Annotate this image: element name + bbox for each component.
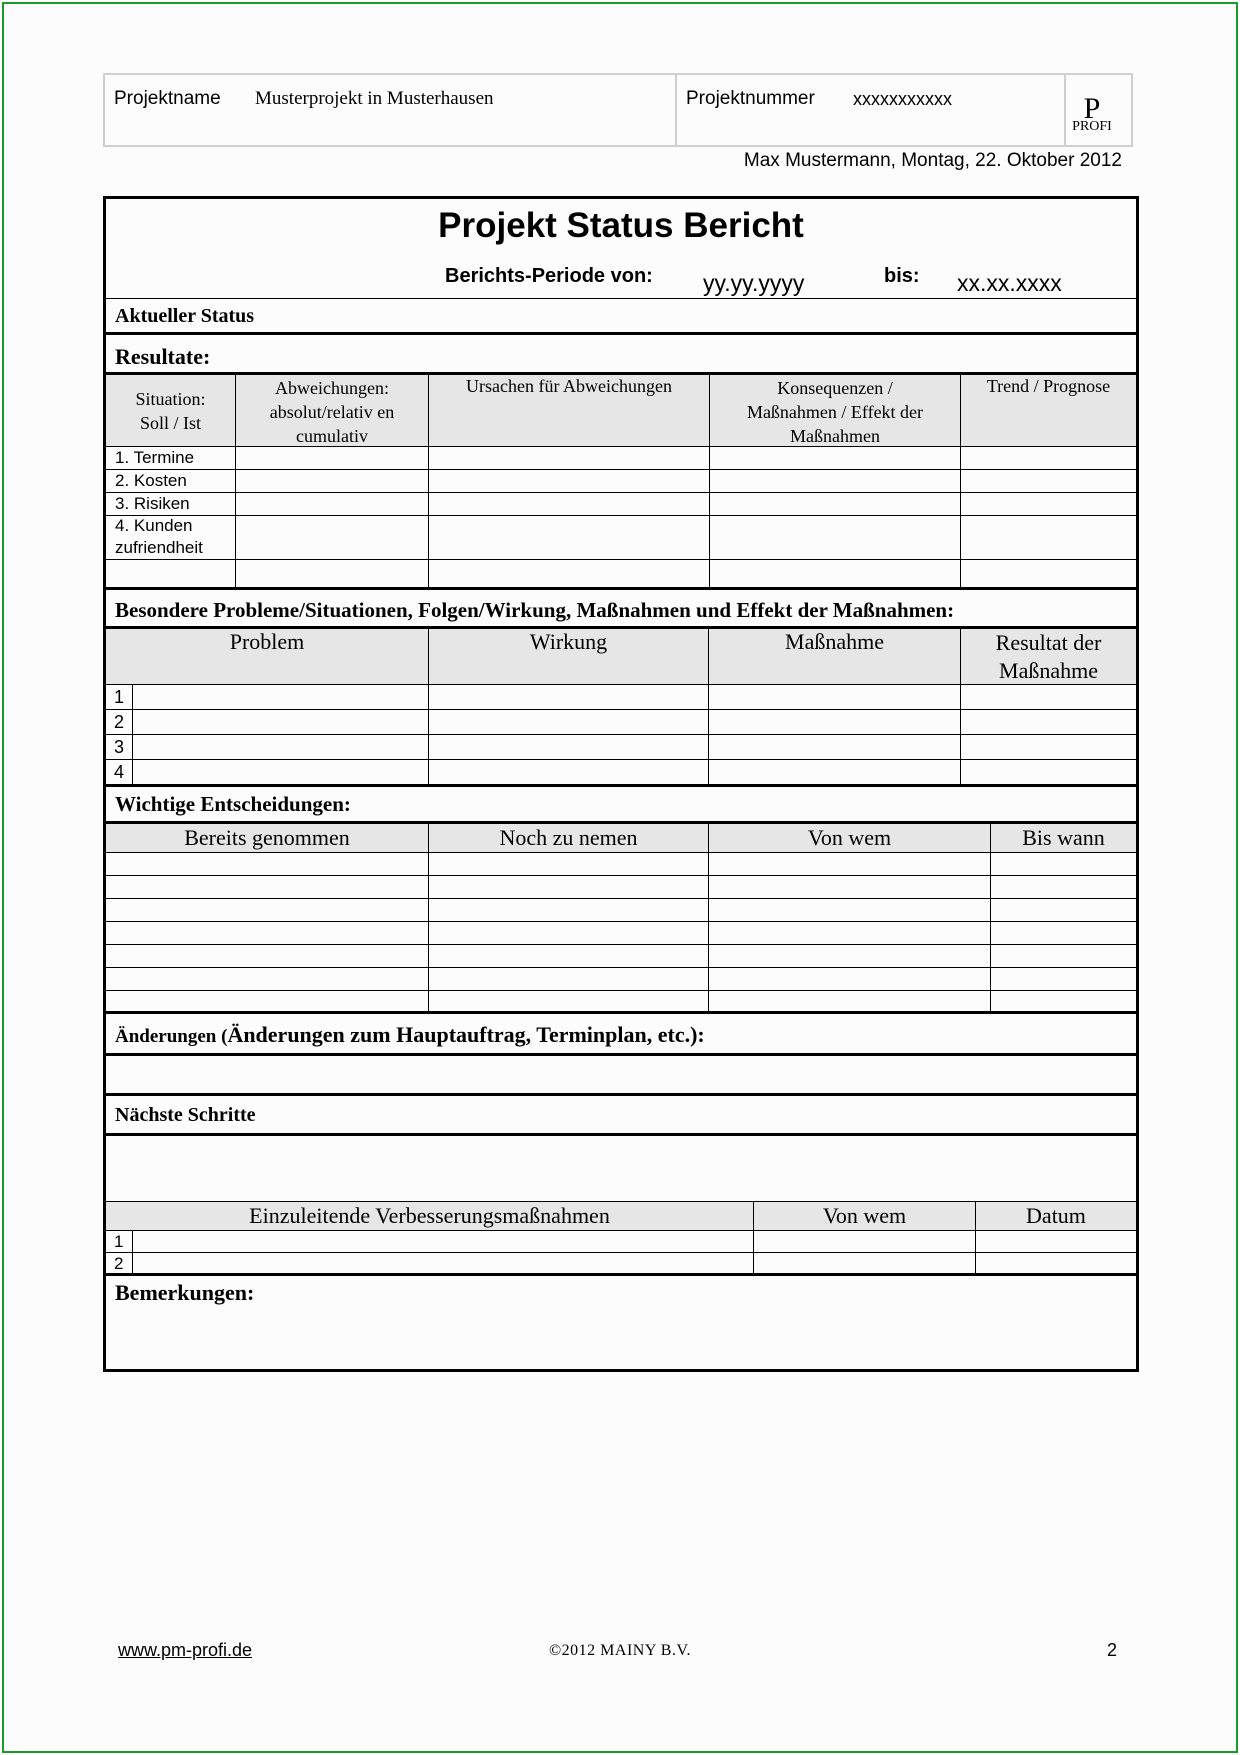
period-label: Berichts-Periode von:: [445, 265, 653, 287]
col-header-massnahme: Maßnahme: [785, 629, 884, 654]
divider: [103, 967, 1139, 968]
divider: [103, 559, 1139, 560]
logo-mark: P: [1083, 92, 1101, 125]
col-header-von-wem-2: Von wem: [822, 1203, 907, 1228]
divider: [103, 587, 1139, 590]
section-resultate: Resultate:: [115, 344, 211, 369]
column-line: [960, 374, 961, 587]
col-header-trend: Trend / Prognose: [986, 376, 1111, 396]
period-to[interactable]: xx.xx.xxxx: [957, 270, 1062, 296]
col-header-abweichungen: Abweichungen: absolut/relativ en cumulativ: [269, 378, 395, 446]
logo-text: PROFI: [1072, 119, 1112, 134]
divider: [103, 1011, 1139, 1014]
divider: [103, 1093, 1139, 1096]
pm-profi-logo: [1062, 94, 1122, 134]
period-from[interactable]: yy.yy.yyyy: [703, 270, 805, 296]
aenderungen-prefix: Änderungen (: [115, 1026, 228, 1047]
column-line: [708, 823, 709, 1011]
column-line: [132, 1231, 133, 1273]
aenderungen-detail: Änderungen zum Hauptauftrag, Terminplan, etc.):: [227, 1022, 705, 1047]
row-label-kosten: 2. Kosten: [115, 471, 187, 490]
projektname-label: Projektname: [114, 88, 221, 109]
col-header-problem: Problem: [229, 629, 305, 654]
column-line: [990, 823, 991, 1011]
section-probleme: Besondere Probleme/Situationen, Folgen/Wirkung, Maßnahmen und Effekt der Maßnahmen:: [115, 598, 955, 622]
col-header-noch-zu-nemen: Noch zu nemen: [499, 825, 638, 850]
footer-copyright: ©2012 MAINY B.V.: [549, 1642, 691, 1659]
col-header-von-wem: Von wem: [807, 825, 892, 850]
col-header-bis-wann: Bis wann: [1022, 825, 1105, 850]
col-header-situation: Situation: Soll / Ist: [135, 389, 206, 433]
col-header-verbesserung: Einzuleitende Verbesserungsmaßnahmen: [249, 1203, 610, 1228]
section-naechste-schritte: Nächste Schritte: [115, 1104, 256, 1126]
divider: [103, 921, 1139, 922]
section-aenderungen: [115, 1022, 705, 1048]
row-label-zufriedenheit: zufriendheit: [115, 538, 203, 557]
column-line: [132, 685, 133, 784]
project-header: [103, 73, 1133, 147]
section-bemerkungen: Bemerkungen:: [115, 1280, 255, 1305]
divider: [103, 784, 1139, 787]
divider: [103, 515, 1139, 516]
divider: [103, 944, 1139, 945]
footer-url[interactable]: www.pm-profi.de: [118, 1640, 253, 1660]
period-to-label: bis:: [884, 265, 920, 287]
row-number: 3: [114, 737, 125, 757]
divider: [103, 759, 1139, 760]
divider: [103, 852, 1139, 853]
row-label-kunden: 4. Kunden: [115, 516, 193, 535]
projektnummer-label: Projektnummer: [686, 88, 815, 109]
row-label-risiken: 3. Risiken: [115, 494, 190, 513]
divider: [103, 492, 1139, 493]
divider: [103, 1133, 1139, 1136]
row-number: 2: [114, 1254, 124, 1273]
author-date: Max Mustermann, Montag, 22. Oktober 2012: [743, 150, 1122, 171]
row-number: 1: [114, 687, 125, 707]
row-number: 2: [114, 712, 125, 732]
projektnummer-value: xxxxxxxxxxx: [853, 89, 952, 109]
col-header-resultat: Resultat der Maßnahme: [995, 630, 1102, 683]
row-number: 4: [114, 762, 125, 782]
divider: [103, 469, 1139, 470]
divider: [103, 332, 1139, 335]
col-header-bereits-genommen: Bereits genommen: [184, 825, 350, 850]
header-divider: [675, 75, 677, 145]
divider: [103, 898, 1139, 899]
divider: [103, 1273, 1139, 1276]
divider: [103, 298, 1139, 299]
divider: [103, 734, 1139, 735]
row-label-termine: 1. Termine: [115, 448, 195, 467]
column-line: [428, 374, 429, 587]
divider: [103, 1230, 1139, 1231]
section-aktueller-status: Aktueller Status: [115, 305, 255, 327]
divider: [103, 990, 1139, 991]
section-entscheidungen: Wichtige Entscheidungen:: [115, 792, 351, 816]
col-header-ursachen: Ursachen für Abweichungen: [466, 376, 672, 396]
projektname-value: Musterprojekt in Musterhausen: [255, 88, 494, 109]
col-header-konsequenzen: Konsequenzen / Maßnahmen / Effekt der Maßnahmen: [746, 378, 924, 446]
report-title: Projekt Status Bericht: [438, 206, 804, 245]
divider: [103, 1053, 1139, 1056]
column-line: [428, 823, 429, 1011]
page-number: 2: [1107, 1640, 1118, 1660]
divider: [103, 709, 1139, 710]
divider: [103, 1252, 1139, 1253]
divider: [103, 875, 1139, 876]
col-header-wirkung: Wirkung: [529, 629, 608, 654]
col-header-datum: Datum: [1026, 1203, 1086, 1228]
row-number: 1: [114, 1232, 124, 1251]
